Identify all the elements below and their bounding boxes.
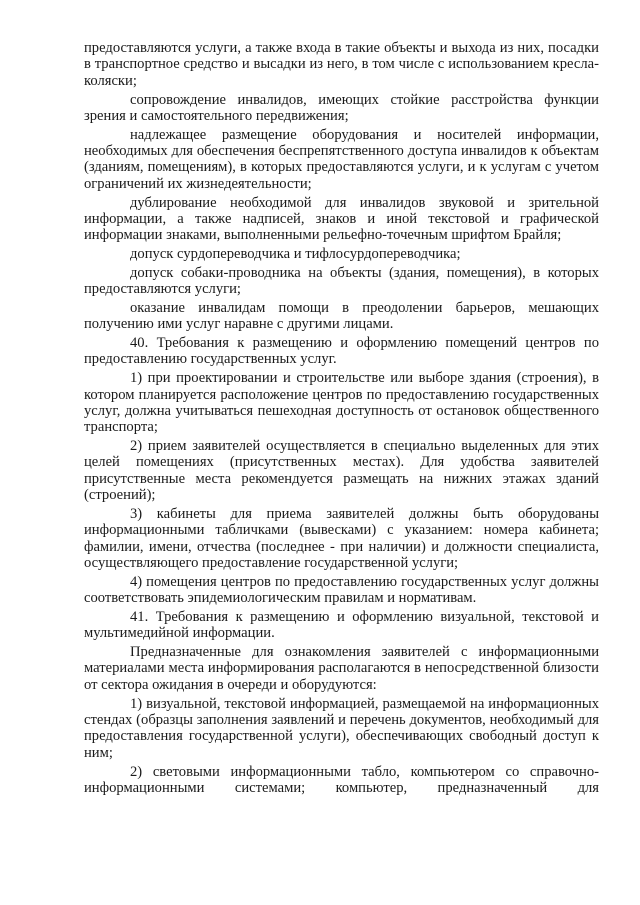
paragraph: допуск собаки-проводника на объекты (здания, помещения), в которых предоставляются услуги; <box>84 264 599 298</box>
paragraph: 1) визуальной, текстовой информацией, размещаемой на информационных стендах (образцы заполнения заявлений и перечень документов, необходимый для предоставления государственной услуги), обеспечивающих свободный доступ к ним; <box>84 695 599 761</box>
paragraph: 3) кабинеты для приема заявителей должны быть оборудованы информационными табличками (вывесками) с указанием: номера кабинета; фамилии, имени, отчества (последнее - при наличии) и должности специалиста, осуществляющего предоставление государственной услуги; <box>84 505 599 572</box>
section-heading: 41. Требования к размещению и оформлению визуальной, текстовой и мультимедийной информации. <box>84 608 599 642</box>
paragraph: 4) помещения центров по предоставлению государственных услуг должны соответствовать эпидемиологическим правилам и нормативам. <box>84 573 599 607</box>
paragraph: сопровождение инвалидов, имеющих стойкие расстройства функции зрения и самостоятельного передвижения; <box>84 91 599 124</box>
document-page <box>84 40 599 799</box>
paragraph: оказание инвалидам помощи в преодолении барьеров, мешающих получению ими услуг наравне с другими лицами. <box>84 299 599 333</box>
section-heading: 40. Требования к размещению и оформлению помещений центров по предоставлению государственных услуг. <box>84 334 599 368</box>
paragraph: Предназначенные для ознакомления заявителей с информационными материалами места информирования располагаются в непосредственной близости от сектора ожидания в очереди и оборудуются: <box>84 644 599 693</box>
paragraph: надлежащее размещение оборудования и носителей информации, необходимых для обеспечения беспрепятственного доступа инвалидов к объектам (зданиям, помещениям), в которых предоставляются услуги, и к услугам с учетом ограничений их жизнедеятельности; <box>84 126 599 192</box>
paragraph: предоставляются услуги, а также входа в такие объекты и выхода из них, посадки в транспортное средство и высадки из него, в том числе с использованием кресла-коляски; <box>84 40 599 89</box>
paragraph: 2) прием заявителей осуществляется в специально выделенных для этих целей помещениях (присутственных местах). Для удобства заявителей присутственные места рекомендуется размещать на нижних этажах зданий (строений); <box>84 438 599 504</box>
paragraph: дублирование необходимой для инвалидов звуковой и зрительной информации, а также надписей, знаков и иной текстовой и графической информации знаками, выполненными рельефно-точечным шрифтом Брайля; <box>84 194 599 244</box>
paragraph: допуск сурдопереводчика и тифлосурдопереводчика; <box>130 246 461 263</box>
paragraph: 1) при проектировании и строительстве или выборе здания (строения), в котором планируется расположение центров по предоставлению государственных услуг, должна учитываться пешеходная доступность от остановок общественного транспорта; <box>84 370 599 436</box>
paragraph: 2) световыми информационными табло, компьютером со справочно-информационными системами; компьютер, предназначенный для <box>84 763 599 796</box>
